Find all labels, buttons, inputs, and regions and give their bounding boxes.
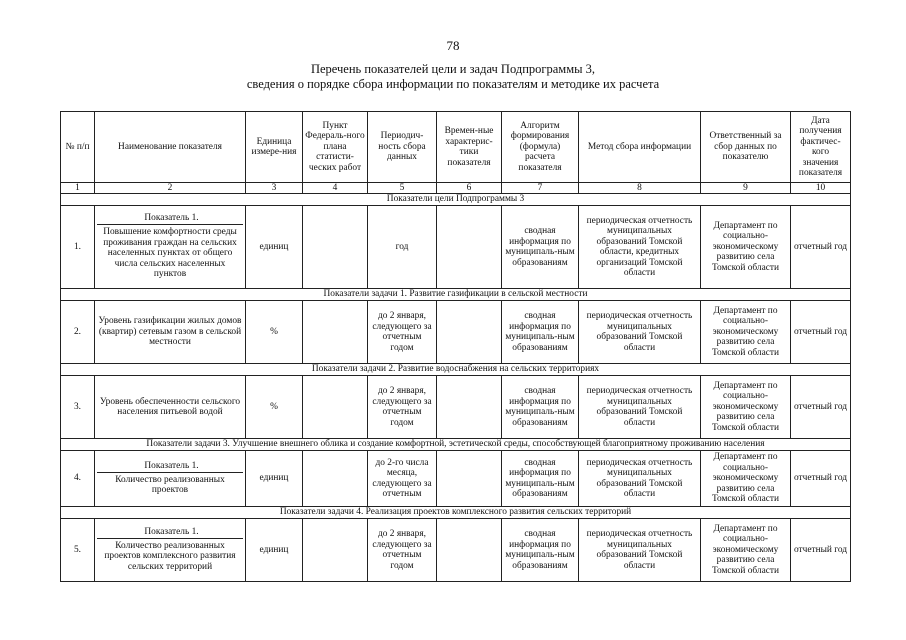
row-responsible: Департамент по социально-экономическому развитию села Томской области	[701, 451, 791, 507]
row-periodicity: до 2 января, следующего за отчетным годом	[368, 519, 437, 582]
row-date: отчетный год	[791, 206, 851, 289]
row-num: 3.	[61, 376, 95, 439]
row-date: отчетный год	[791, 451, 851, 507]
row-date: отчетный год	[791, 301, 851, 364]
header-responsible: Ответственный за сбор данных по показателю	[701, 112, 791, 183]
row-time-char	[437, 376, 502, 439]
row-method: периодическая отчетность муниципальных образований Томской области	[579, 376, 701, 439]
header-algorithm: Алгоритм формирования (формула) расчета показателя	[502, 112, 579, 183]
row-method: периодическая отчетность муниципальных образований Томской области	[579, 451, 701, 507]
row-method: периодическая отчетность муниципальных образований Томской области, кредитных организаций Томской области	[579, 206, 701, 289]
row-unit: %	[246, 376, 303, 439]
column-number: 1	[61, 183, 95, 194]
section-row	[61, 194, 851, 206]
row-responsible: Департамент по социально-экономическому развитию села Томской области	[701, 206, 791, 289]
table-row	[61, 519, 851, 582]
row-fed-plan	[303, 519, 368, 582]
header-time-char: Времен-ные характерис-тики показателя	[437, 112, 502, 183]
row-method: периодическая отчетность муниципальных образований Томской области	[579, 519, 701, 582]
row-unit: единиц	[246, 519, 303, 582]
row-periodicity: до 2 января, следующего за отчетным годом	[368, 301, 437, 364]
column-number: 5	[368, 183, 437, 194]
row-method: периодическая отчетность муниципальных образований Томской области	[579, 301, 701, 364]
row-time-char	[437, 206, 502, 289]
table-row	[61, 376, 851, 439]
row-responsible: Департамент по социально-экономическому развитию села Томской области	[701, 519, 791, 582]
column-number: 10	[791, 183, 851, 194]
header-name: Наименование показателя	[95, 112, 246, 183]
row-responsible: Департамент по социально-экономическому развитию села Томской области	[701, 376, 791, 439]
row-algorithm: сводная информация по муниципаль-ным образованиям	[502, 451, 579, 507]
column-number-row	[61, 183, 851, 194]
indicators-table	[60, 111, 851, 582]
row-num: 5.	[61, 519, 95, 582]
column-number: 3	[246, 183, 303, 194]
section-row	[61, 289, 851, 301]
row-num: 2.	[61, 301, 95, 364]
header-fed-plan: Пункт Федераль-ного плана статисти-ческих работ	[303, 112, 368, 183]
table-row	[61, 206, 851, 289]
row-periodicity: до 2 января, следующего за отчетным годом	[368, 376, 437, 439]
title-line-2: сведения о порядке сбора информации по показателям и методике их расчета	[246, 77, 660, 91]
row-name: Уровень обеспеченности сельского населения питьевой водой	[95, 376, 246, 439]
row-sublabel: Показатель 1.	[97, 212, 243, 225]
header-num: № п/п	[61, 112, 95, 183]
row-sublabel: Показатель 1.	[97, 460, 243, 473]
document-title	[0, 62, 906, 92]
table-row	[61, 451, 851, 507]
section-row	[61, 507, 851, 519]
header-unit: Единица измере-ния	[246, 112, 303, 183]
row-fed-plan	[303, 451, 368, 507]
row-fed-plan	[303, 376, 368, 439]
row-num: 4.	[61, 451, 95, 507]
row-time-char	[437, 451, 502, 507]
row-unit: %	[246, 301, 303, 364]
row-name-cell	[95, 451, 246, 507]
section-row	[61, 439, 851, 451]
column-number: 7	[502, 183, 579, 194]
column-number: 6	[437, 183, 502, 194]
row-sublabel: Показатель 1.	[97, 526, 243, 539]
row-name: Повышение комфортности среды проживания граждан на сельских населенных пунктах от общего числа сельских населенных пунктов	[103, 227, 237, 280]
row-num: 1.	[61, 206, 95, 289]
row-name: Уровень газификации жилых домов (квартир) сетевым газом в сельской местности	[95, 301, 246, 364]
row-algorithm: сводная информация по муниципаль-ным образованиям	[502, 301, 579, 364]
column-number: 2	[95, 183, 246, 194]
page-number: 78	[446, 38, 460, 53]
column-number: 4	[303, 183, 368, 194]
row-time-char	[437, 301, 502, 364]
header-periodicity: Периодич-ность сбора данных	[368, 112, 437, 183]
row-algorithm: сводная информация по муниципаль-ным образованиям	[502, 206, 579, 289]
row-periodicity: до 2-го числа месяца, следующего за отчетным	[368, 451, 437, 507]
header-row	[61, 112, 851, 183]
section-task-1: Показатели задачи 1. Развитие газификации в сельской местности	[61, 289, 851, 301]
row-responsible: Департамент по социально-экономическому развитию села Томской области	[701, 301, 791, 364]
section-task-4: Показатели задачи 4. Реализация проектов комплексного развития сельских территорий	[61, 507, 851, 519]
row-unit: единиц	[246, 451, 303, 507]
column-number: 9	[701, 183, 791, 194]
section-row	[61, 364, 851, 376]
row-unit: единиц	[246, 206, 303, 289]
row-fed-plan	[303, 301, 368, 364]
row-fed-plan	[303, 206, 368, 289]
header-date: Дата получения фактичес-кого значения показателя	[791, 112, 851, 183]
header-method: Метод сбора информации	[579, 112, 701, 183]
table-row	[61, 301, 851, 364]
row-name-cell	[95, 206, 246, 289]
column-number: 8	[579, 183, 701, 194]
section-task-3: Показатели задачи 3. Улучшение внешнего облика и создание комфортной, эстетической среды, способствующей благоприятному проживанию населения	[61, 439, 851, 451]
section-task-2: Показатели задачи 2. Развитие водоснабжения на сельских территориях	[61, 364, 851, 376]
row-name: Количество реализованных проектов комплексного развития сельских территорий	[104, 540, 236, 572]
section-goal: Показатели цели Подпрограммы 3	[61, 194, 851, 206]
row-name: Количество реализованных проектов	[115, 474, 225, 495]
row-periodicity: год	[368, 206, 437, 289]
row-name-cell	[95, 519, 246, 582]
row-date: отчетный год	[791, 376, 851, 439]
row-date: отчетный год	[791, 519, 851, 582]
row-algorithm: сводная информация по муниципаль-ным образованиям	[502, 519, 579, 582]
row-time-char	[437, 519, 502, 582]
row-algorithm: сводная информация по муниципаль-ным образованиям	[502, 376, 579, 439]
title-line-1: Перечень показателей цели и задач Подпрограммы 3,	[310, 62, 596, 76]
